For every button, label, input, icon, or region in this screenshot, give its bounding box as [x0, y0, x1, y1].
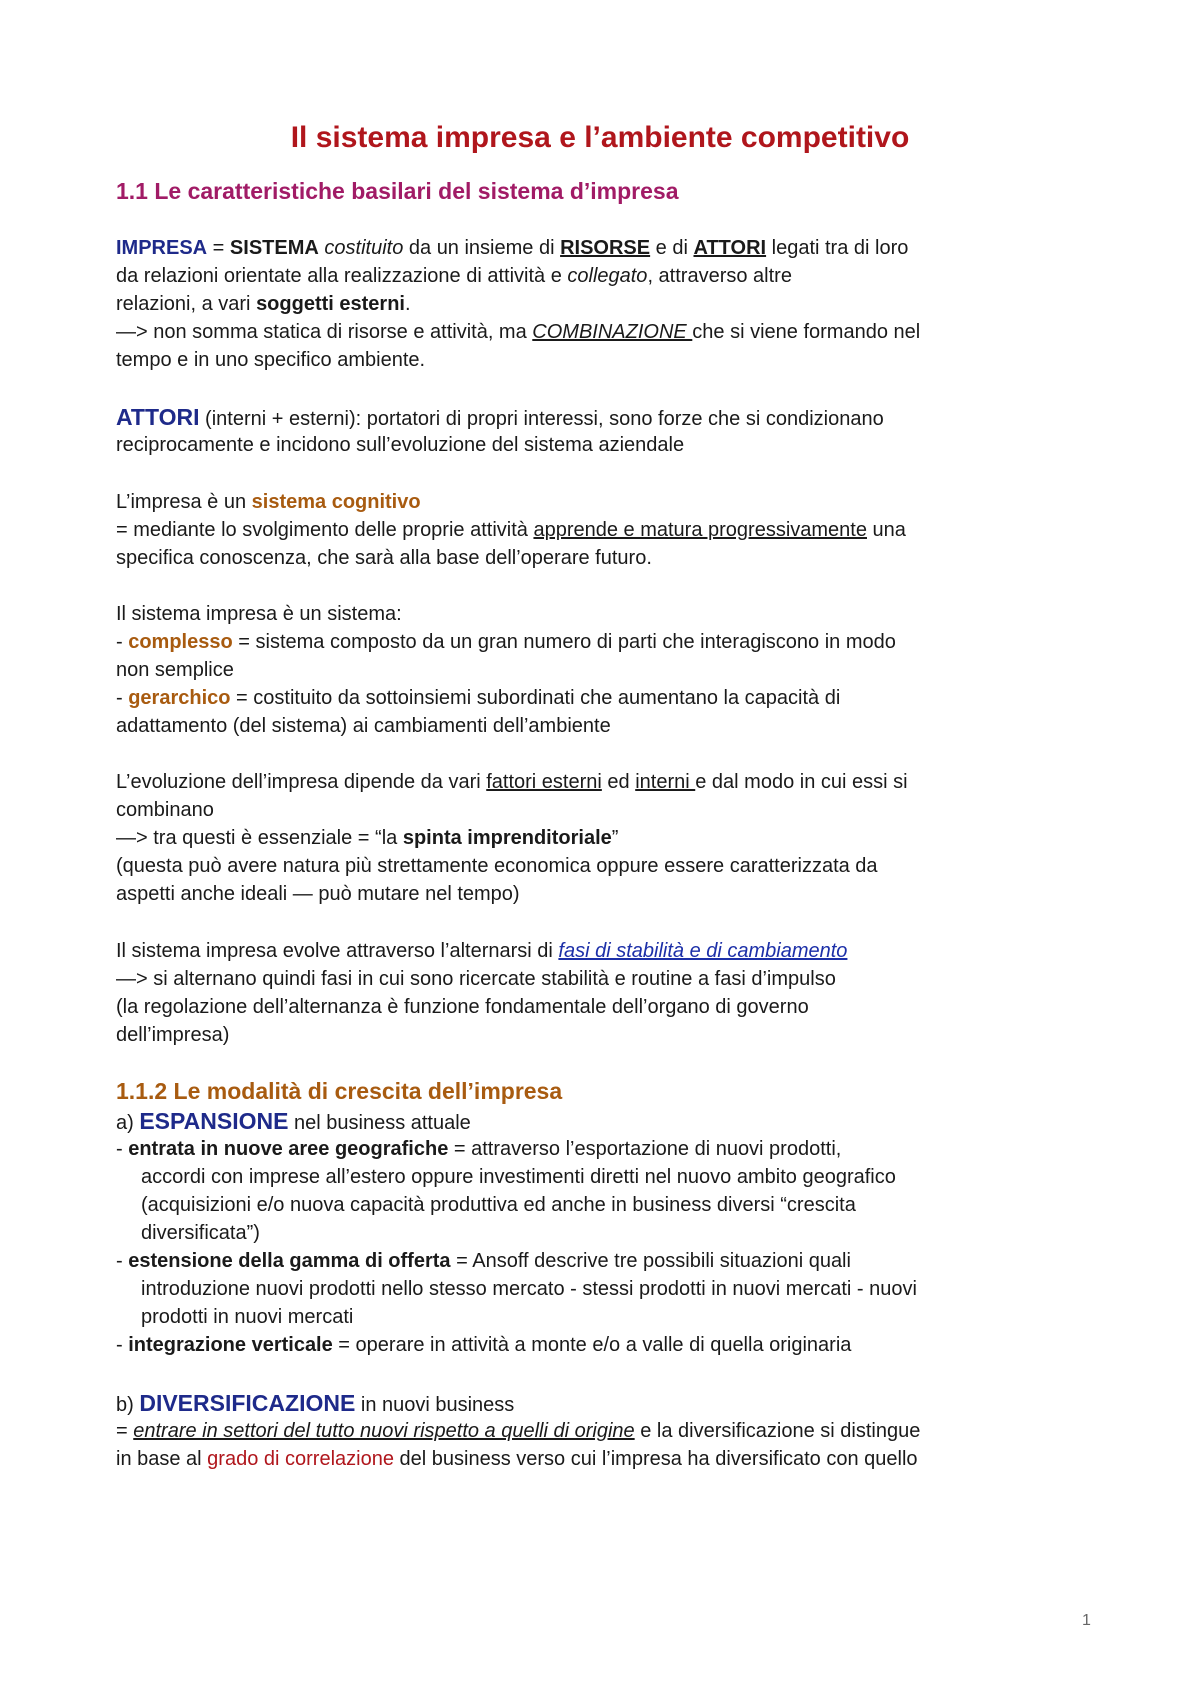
paragraph-line: —> non somma statica di risorse e attività, ma COMBINAZIONE che si viene formando nel — [116, 321, 921, 343]
paragraph-line: L’evoluzione dell’impresa dipende da vari fattori esterni ed interni e dal modo in cui essi si — [116, 771, 908, 793]
paragraph-line: —> tra questi è essenziale = “la spinta imprenditoriale” — [116, 827, 619, 849]
paragraph-line: (questa può avere natura più strettamente economica oppure essere caratterizzata da — [116, 855, 878, 877]
paragraph-line: a) ESPANSIONE nel business attuale — [116, 1108, 471, 1134]
list-item: - integrazione verticale = operare in attività a monte e/o a valle di quella originaria — [116, 1334, 852, 1356]
paragraph-line: adattamento (del sistema) ai cambiamenti dell’ambiente — [116, 715, 611, 737]
paragraph-line: dell’impresa) — [116, 1024, 230, 1046]
stability-change-link[interactable]: fasi di stabilità e di cambiamento — [558, 940, 848, 962]
paragraph-line: non semplice — [116, 659, 234, 681]
list-item-continuation: prodotti in nuovi mercati — [141, 1306, 354, 1328]
paragraph-line: —> si alternano quindi fasi in cui sono ricercate stabilità e routine a fasi d’impulso — [116, 968, 836, 990]
list-item: - gerarchico = costituito da sottoinsiemi subordinati che aumentano la capacità di — [116, 687, 841, 709]
paragraph-line: tempo e in uno specifico ambiente. — [116, 349, 426, 371]
paragraph-line: aspetti anche ideali — può mutare nel tempo) — [116, 883, 520, 905]
paragraph-line: relazioni, a vari soggetti esterni. — [116, 293, 411, 315]
paragraph-line: = mediante lo svolgimento delle proprie attività apprende e matura progressivamente una — [116, 519, 906, 541]
paragraph-line: combinano — [116, 799, 214, 821]
list-item-continuation: accordi con imprese all’estero oppure investimenti diretti nel nuovo ambito geografico — [141, 1166, 896, 1188]
section-heading-1-1-2: 1.1.2 Le modalità di crescita dell’impresa — [116, 1078, 563, 1104]
list-item: - complesso = sistema composto da un gran numero di parti che interagiscono in modo — [116, 631, 896, 653]
paragraph-line: in base al grado di correlazione del business verso cui l’impresa ha diversificato con quello — [116, 1448, 918, 1470]
list-item: - entrata in nuove aree geografiche = attraverso l’esportazione di nuovi prodotti, — [116, 1138, 842, 1160]
paragraph-line: = entrare in settori del tutto nuovi rispetto a quelli di origine e la diversificazione si distingue — [116, 1420, 921, 1442]
paragraph-line: (la regolazione dell’alternanza è funzione fondamentale dell’organo di governo — [116, 996, 809, 1018]
list-item-continuation: (acquisizioni e/o nuova capacità produttiva ed anche in business diversi “crescita — [141, 1194, 856, 1216]
paragraph-line: ATTORI (interni + esterni): portatori di propri interessi, sono forze che si condizionano — [116, 404, 884, 430]
list-item: - estensione della gamma di offerta = Ansoff descrive tre possibili situazioni quali — [116, 1250, 851, 1272]
paragraph-line: L’impresa è un sistema cognitivo — [116, 491, 421, 513]
paragraph-line: Il sistema impresa evolve attraverso l’alternarsi di fasi di stabilità e di cambiamento — [116, 940, 848, 962]
page-number: 1 — [1082, 1612, 1091, 1629]
section-heading-1-1: 1.1 Le caratteristiche basilari del sistema d’impresa — [116, 178, 679, 204]
paragraph-line: b) DIVERSIFICAZIONE in nuovi business — [116, 1390, 515, 1416]
list-item-continuation: introduzione nuovi prodotti nello stesso mercato - stessi prodotti in nuovi mercati - nuovi — [141, 1278, 917, 1300]
document-title: Il sistema impresa e l’ambiente competitivo — [290, 121, 910, 154]
paragraph-line: reciprocamente e incidono sull’evoluzione del sistema aziendale — [116, 434, 685, 456]
paragraph-line: Il sistema impresa è un sistema: — [116, 603, 402, 625]
list-item-continuation: diversificata”) — [141, 1222, 260, 1244]
paragraph-line: da relazioni orientate alla realizzazione di attività e collegato, attraverso altre — [116, 265, 792, 287]
paragraph-line: IMPRESA = SISTEMA costituito da un insieme di RISORSE e di ATTORI legati tra di loro — [116, 237, 909, 259]
paragraph-line: specifica conoscenza, che sarà alla base dell’operare futuro. — [116, 547, 652, 569]
